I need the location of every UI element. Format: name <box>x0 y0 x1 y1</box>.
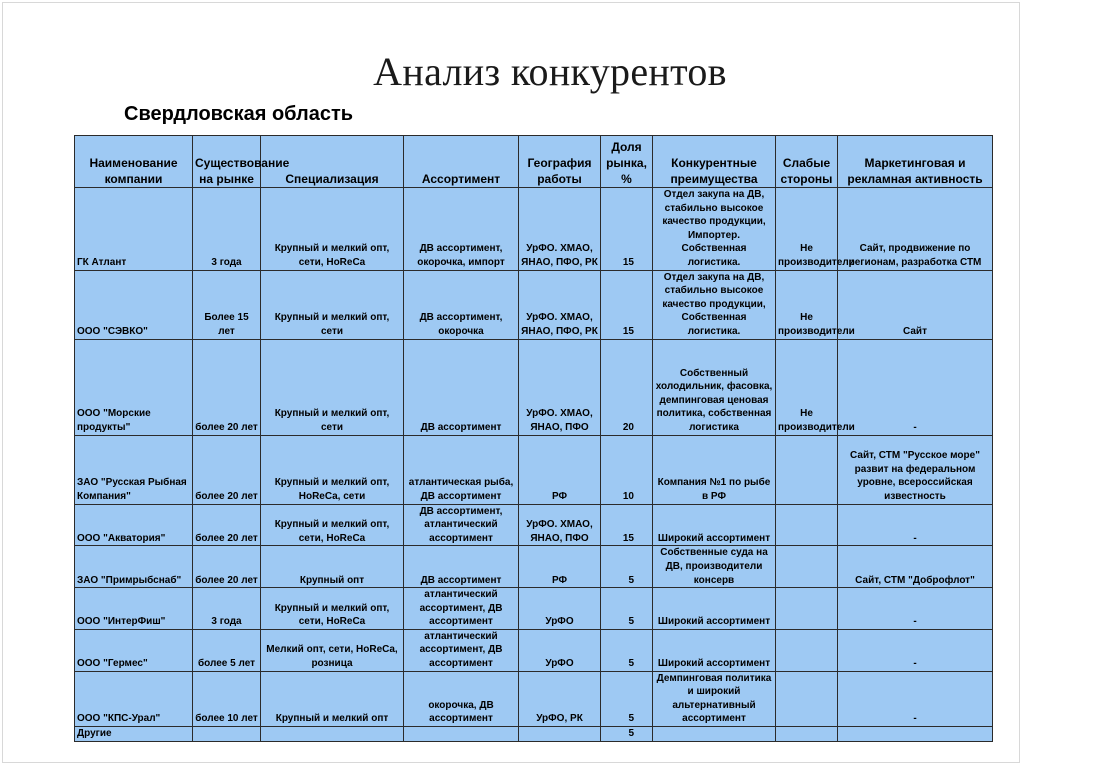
cell-existence: более 10 лет <box>193 671 261 726</box>
cell-existence: более 20 лет <box>193 339 261 435</box>
cell-assortment <box>404 727 519 742</box>
cell-specialization: Крупный и мелкий опт, HoReCa, сети <box>261 435 404 504</box>
cell-share: 10 <box>601 435 653 504</box>
cell-geography: УрФО. ХМАО, ЯНАО, ПФО, РК <box>519 188 601 271</box>
cell-marketing: Сайт, продвижение по регионам, разработка СТМ <box>838 188 993 271</box>
cell-weaknesses <box>776 435 838 504</box>
cell-specialization: Крупный и мелкий опт, сети, HoReCa <box>261 588 404 630</box>
cell-geography: УрФО. ХМАО, ЯНАО, ПФО, РК <box>519 270 601 339</box>
cell-marketing <box>838 727 993 742</box>
cell-existence: 3 года <box>193 188 261 271</box>
slide-title: Анализ конкурентов <box>373 49 727 94</box>
cell-assortment: атлантическая рыба, ДВ ассортимент <box>404 435 519 504</box>
cell-specialization: Мелкий опт, сети, HoReCa, розница <box>261 629 404 671</box>
table-row <box>75 504 993 546</box>
cell-assortment: атлантический ассортимент, ДВ ассортимент <box>404 588 519 630</box>
header-weaknesses: Слабые стороны <box>776 136 838 188</box>
header-geography: География работы <box>519 136 601 188</box>
cell-specialization <box>261 727 404 742</box>
table-row <box>75 727 993 742</box>
cell-assortment: ДВ ассортимент, окорочка <box>404 270 519 339</box>
table-row <box>75 629 993 671</box>
cell-share: 5 <box>601 629 653 671</box>
cell-advantages: Отдел закупа на ДВ, стабильно высокое качество продукции, Собственная логистика. <box>653 270 776 339</box>
cell-marketing: - <box>838 339 993 435</box>
cell-advantages: Компания №1 по рыбе в РФ <box>653 435 776 504</box>
table-row <box>75 188 993 271</box>
cell-advantages: Широкий ассортимент <box>653 504 776 546</box>
table-row <box>75 671 993 726</box>
cell-name: ООО "КПС-Урал" <box>75 671 193 726</box>
cell-name: ООО "СЭВКО" <box>75 270 193 339</box>
cell-advantages: Собственный холодильник, фасовка, демпинговая ценовая политика, собственная логистика <box>653 339 776 435</box>
cell-name: ООО "Акватория" <box>75 504 193 546</box>
table-header-row <box>75 136 993 188</box>
cell-specialization: Крупный и мелкий опт, сети, HoReCa <box>261 188 404 271</box>
competitor-table <box>74 135 993 742</box>
cell-assortment: ДВ ассортимент, атлантический ассортимент <box>404 504 519 546</box>
header-share: Доля рынка, % <box>601 136 653 188</box>
cell-marketing: - <box>838 629 993 671</box>
cell-name: Другие <box>75 727 193 742</box>
cell-assortment: ДВ ассортимент <box>404 339 519 435</box>
cell-geography: УрФО. ХМАО, ЯНАО, ПФО <box>519 339 601 435</box>
cell-share: 5 <box>601 671 653 726</box>
header-marketing: Маркетинговая и рекламная активность <box>838 136 993 188</box>
cell-geography: РФ <box>519 435 601 504</box>
cell-share: 15 <box>601 504 653 546</box>
cell-marketing: - <box>838 588 993 630</box>
cell-marketing: Сайт, СТМ "Русское море" развит на федеральном уровне, всероссийская известность <box>838 435 993 504</box>
cell-share: 20 <box>601 339 653 435</box>
cell-advantages: Собственные суда на ДВ, производители консерв <box>653 546 776 588</box>
cell-specialization: Крупный опт <box>261 546 404 588</box>
cell-weaknesses: Не производители <box>776 270 838 339</box>
cell-advantages: Широкий ассортимент <box>653 588 776 630</box>
cell-existence: Более 15 лет <box>193 270 261 339</box>
cell-share: 5 <box>601 727 653 742</box>
cell-share: 15 <box>601 270 653 339</box>
cell-geography: УрФО <box>519 629 601 671</box>
cell-name: ООО "ИнтерФиш" <box>75 588 193 630</box>
cell-geography: УрФО. ХМАО, ЯНАО, ПФО <box>519 504 601 546</box>
cell-marketing: - <box>838 671 993 726</box>
cell-name: ООО "Морские продукты" <box>75 339 193 435</box>
table-row <box>75 546 993 588</box>
cell-advantages: Демпинговая политика и широкий альтернативный ассортимент <box>653 671 776 726</box>
cell-name: ЗАО "Русская Рыбная Компания" <box>75 435 193 504</box>
cell-geography: УрФО <box>519 588 601 630</box>
header-advantages: Конкурентные преимущества <box>653 136 776 188</box>
cell-assortment: ДВ ассортимент, окорочка, импорт <box>404 188 519 271</box>
cell-advantages: Широкий ассортимент <box>653 629 776 671</box>
cell-weaknesses <box>776 727 838 742</box>
cell-name: ООО "Гермес" <box>75 629 193 671</box>
cell-share: 15 <box>601 188 653 271</box>
cell-existence: более 20 лет <box>193 435 261 504</box>
cell-assortment: ДВ ассортимент <box>404 546 519 588</box>
cell-weaknesses: Не производители <box>776 188 838 271</box>
table-row <box>75 339 993 435</box>
header-name: Наименование компании <box>75 136 193 188</box>
header-existence: Существование на рынке <box>193 136 261 188</box>
cell-specialization: Крупный и мелкий опт, сети, HoReCa <box>261 504 404 546</box>
cell-existence: более 20 лет <box>193 546 261 588</box>
cell-specialization: Крупный и мелкий опт <box>261 671 404 726</box>
cell-weaknesses <box>776 546 838 588</box>
table-row <box>75 588 993 630</box>
cell-marketing: - <box>838 504 993 546</box>
cell-marketing: Сайт <box>838 270 993 339</box>
cell-existence <box>193 727 261 742</box>
cell-existence: более 5 лет <box>193 629 261 671</box>
cell-specialization: Крупный и мелкий опт, сети <box>261 270 404 339</box>
cell-share: 5 <box>601 588 653 630</box>
header-assortment: Ассортимент <box>404 136 519 188</box>
table-row <box>75 435 993 504</box>
cell-existence: 3 года <box>193 588 261 630</box>
table-row <box>75 270 993 339</box>
cell-assortment: окорочка, ДВ ассортимент <box>404 671 519 726</box>
cell-weaknesses <box>776 671 838 726</box>
cell-existence: более 20 лет <box>193 504 261 546</box>
cell-geography: УрФО, РК <box>519 671 601 726</box>
cell-assortment: атлантический ассортимент, ДВ ассортимент <box>404 629 519 671</box>
cell-marketing: Сайт, СТМ "Доброфлот" <box>838 546 993 588</box>
cell-name: ЗАО "Примрыбснаб" <box>75 546 193 588</box>
cell-advantages <box>653 727 776 742</box>
cell-weaknesses: Не производители <box>776 339 838 435</box>
cell-weaknesses <box>776 504 838 546</box>
cell-advantages: Отдел закупа на ДВ, стабильно высокое качество продукции, Импортер. Собственная логистика. <box>653 188 776 271</box>
cell-geography <box>519 727 601 742</box>
cell-geography: РФ <box>519 546 601 588</box>
cell-weaknesses <box>776 588 838 630</box>
cell-share: 5 <box>601 546 653 588</box>
header-specialization: Специализация <box>261 136 404 188</box>
cell-specialization: Крупный и мелкий опт, сети <box>261 339 404 435</box>
cell-name: ГК Атлант <box>75 188 193 271</box>
slide-subtitle: Свердловская область <box>124 103 354 125</box>
cell-weaknesses <box>776 629 838 671</box>
